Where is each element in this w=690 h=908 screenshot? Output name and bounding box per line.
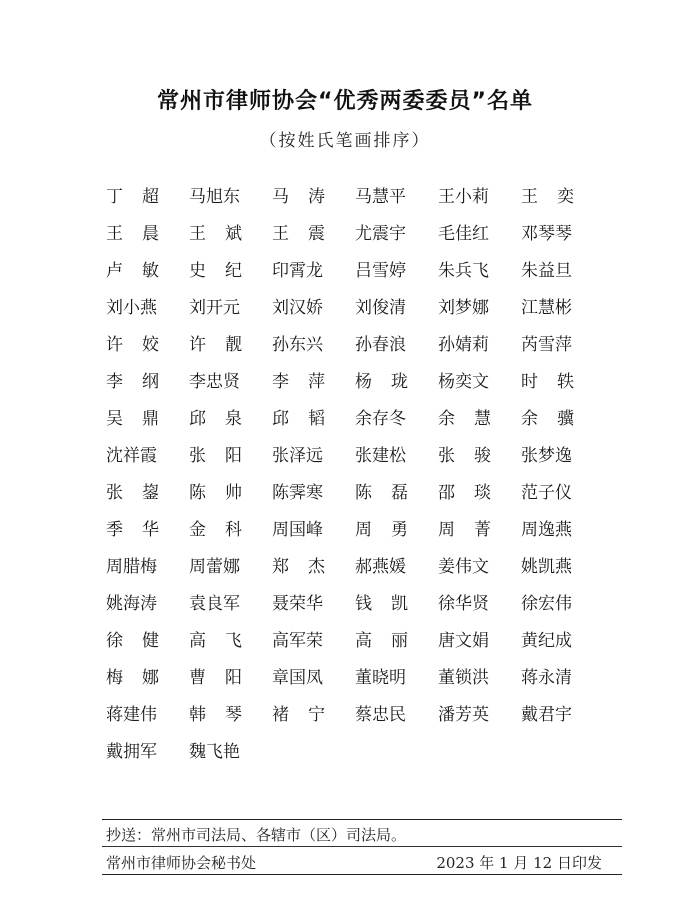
member-name: 印霄龙 bbox=[272, 261, 323, 281]
member-name: 毛佳红 bbox=[438, 224, 489, 244]
member-name: 唐文娟 bbox=[438, 631, 489, 651]
names-row bbox=[106, 657, 606, 694]
member-name: 董晓明 bbox=[355, 668, 406, 688]
member-name: 聂荣华 bbox=[272, 594, 323, 614]
member-name: 吴 鼎 bbox=[106, 409, 159, 429]
member-name: 邱 泉 bbox=[189, 409, 242, 429]
member-name: 韩 琴 bbox=[189, 705, 242, 725]
member-name: 许 靓 bbox=[189, 335, 242, 355]
names-row bbox=[106, 546, 606, 583]
member-name: 陈 帅 bbox=[189, 483, 242, 503]
names-row bbox=[106, 694, 606, 731]
member-name: 褚 宁 bbox=[272, 705, 325, 725]
member-name: 徐华贤 bbox=[438, 594, 489, 614]
member-name: 朱兵飞 bbox=[438, 261, 489, 281]
divider-bottom bbox=[102, 874, 622, 875]
member-name: 王 斌 bbox=[189, 224, 242, 244]
member-name: 沈祥霞 bbox=[106, 446, 157, 466]
member-name: 马旭东 bbox=[189, 187, 240, 207]
member-name: 姚海涛 bbox=[106, 594, 157, 614]
member-name: 陈 磊 bbox=[355, 483, 408, 503]
member-name: 范子仪 bbox=[521, 483, 572, 503]
issuer: 常州市律师协会秘书处 bbox=[106, 854, 257, 872]
member-name: 邓琴琴 bbox=[521, 224, 572, 244]
names-row bbox=[106, 361, 606, 398]
member-name: 高 飞 bbox=[189, 631, 242, 651]
member-name: 黄纪成 bbox=[521, 631, 572, 651]
member-name: 张梦逸 bbox=[521, 446, 572, 466]
member-name: 江慧彬 bbox=[521, 298, 572, 318]
member-name: 郑 杰 bbox=[272, 557, 325, 577]
names-row bbox=[106, 583, 606, 620]
member-name: 蒋永清 bbox=[521, 668, 572, 688]
member-name: 周国峰 bbox=[272, 520, 323, 540]
member-name: 刘俊清 bbox=[355, 298, 406, 318]
member-name: 王小莉 bbox=[438, 187, 489, 207]
names-row bbox=[106, 287, 606, 324]
member-name: 马慧平 bbox=[355, 187, 406, 207]
cc-line: 抄送：常州市司法局、各辖市（区）司法局。 bbox=[106, 826, 407, 844]
member-name: 季 华 bbox=[106, 520, 159, 540]
member-name: 周 勇 bbox=[355, 520, 408, 540]
member-name: 郝燕媛 bbox=[355, 557, 406, 577]
member-name: 卢 敏 bbox=[106, 261, 159, 281]
member-name: 马 涛 bbox=[272, 187, 325, 207]
member-name: 周蕾娜 bbox=[189, 557, 240, 577]
member-name: 徐 健 bbox=[106, 631, 159, 651]
member-name: 芮雪萍 bbox=[521, 335, 572, 355]
member-name: 余 慧 bbox=[438, 409, 491, 429]
member-name: 魏飞艳 bbox=[189, 742, 240, 762]
names-grid bbox=[106, 176, 606, 768]
member-name: 杨奕文 bbox=[438, 372, 489, 392]
member-name: 尤震宇 bbox=[355, 224, 406, 244]
member-name: 余 骥 bbox=[521, 409, 574, 429]
member-name: 王 震 bbox=[272, 224, 325, 244]
names-row bbox=[106, 509, 606, 546]
names-row bbox=[106, 176, 606, 213]
member-name: 刘小燕 bbox=[106, 298, 157, 318]
member-name: 张 骏 bbox=[438, 446, 491, 466]
member-name: 王 晨 bbox=[106, 224, 159, 244]
names-row bbox=[106, 435, 606, 472]
member-name: 时 轶 bbox=[521, 372, 574, 392]
divider-top bbox=[102, 819, 622, 820]
member-name: 高 丽 bbox=[355, 631, 408, 651]
member-name: 曹 阳 bbox=[189, 668, 242, 688]
member-name: 孙婧莉 bbox=[438, 335, 489, 355]
member-name: 许 姣 bbox=[106, 335, 159, 355]
member-name: 金 科 bbox=[189, 520, 242, 540]
issue-date: 2023 年 1 月 12 日印发 bbox=[436, 854, 602, 872]
member-name: 章国凤 bbox=[272, 668, 323, 688]
member-name: 张建松 bbox=[355, 446, 406, 466]
member-name: 吕雪婷 bbox=[355, 261, 406, 281]
member-name: 戴拥军 bbox=[106, 742, 157, 762]
member-name: 刘梦娜 bbox=[438, 298, 489, 318]
member-name: 邱 韬 bbox=[272, 409, 325, 429]
names-row bbox=[106, 398, 606, 435]
member-name: 董锁洪 bbox=[438, 668, 489, 688]
document-subtitle: （按姓氏笔画排序） bbox=[259, 131, 431, 151]
member-name: 孙春浪 bbox=[355, 335, 406, 355]
names-row bbox=[106, 250, 606, 287]
member-name: 戴君宇 bbox=[521, 705, 572, 725]
member-name: 杨 珑 bbox=[355, 372, 408, 392]
member-name: 高军荣 bbox=[272, 631, 323, 651]
member-name: 李 纲 bbox=[106, 372, 159, 392]
member-name: 王 奕 bbox=[521, 187, 574, 207]
document-title: 常州市律师协会“优秀两委委员”名单 bbox=[157, 89, 533, 114]
divider-middle bbox=[102, 846, 622, 847]
names-row bbox=[106, 620, 606, 657]
member-name: 张泽远 bbox=[272, 446, 323, 466]
member-name: 史 纪 bbox=[189, 261, 242, 281]
member-name: 刘汉娇 bbox=[272, 298, 323, 318]
names-row bbox=[106, 472, 606, 509]
member-name: 陈霁寒 bbox=[272, 483, 323, 503]
member-name: 孙东兴 bbox=[272, 335, 323, 355]
member-name: 蔡忠民 bbox=[355, 705, 406, 725]
names-row bbox=[106, 731, 606, 768]
member-name: 袁良军 bbox=[189, 594, 240, 614]
member-name: 梅 娜 bbox=[106, 668, 159, 688]
member-name: 周逸燕 bbox=[521, 520, 572, 540]
member-name: 张 阳 bbox=[189, 446, 242, 466]
member-name: 刘开元 bbox=[189, 298, 240, 318]
member-name: 徐宏伟 bbox=[521, 594, 572, 614]
member-name: 蒋建伟 bbox=[106, 705, 157, 725]
member-name: 李 萍 bbox=[272, 372, 325, 392]
member-name: 朱益旦 bbox=[521, 261, 572, 281]
member-name: 姚凯燕 bbox=[521, 557, 572, 577]
member-name: 邵 琰 bbox=[438, 483, 491, 503]
member-name: 李忠贤 bbox=[189, 372, 240, 392]
member-name: 周腊梅 bbox=[106, 557, 157, 577]
member-name: 钱 凯 bbox=[355, 594, 408, 614]
member-name: 姜伟文 bbox=[438, 557, 489, 577]
names-row bbox=[106, 324, 606, 361]
names-row bbox=[106, 213, 606, 250]
member-name: 余存冬 bbox=[355, 409, 406, 429]
member-name: 张 鋆 bbox=[106, 483, 159, 503]
member-name: 丁 超 bbox=[106, 187, 159, 207]
member-name: 周 菁 bbox=[438, 520, 491, 540]
member-name: 潘芳英 bbox=[438, 705, 489, 725]
